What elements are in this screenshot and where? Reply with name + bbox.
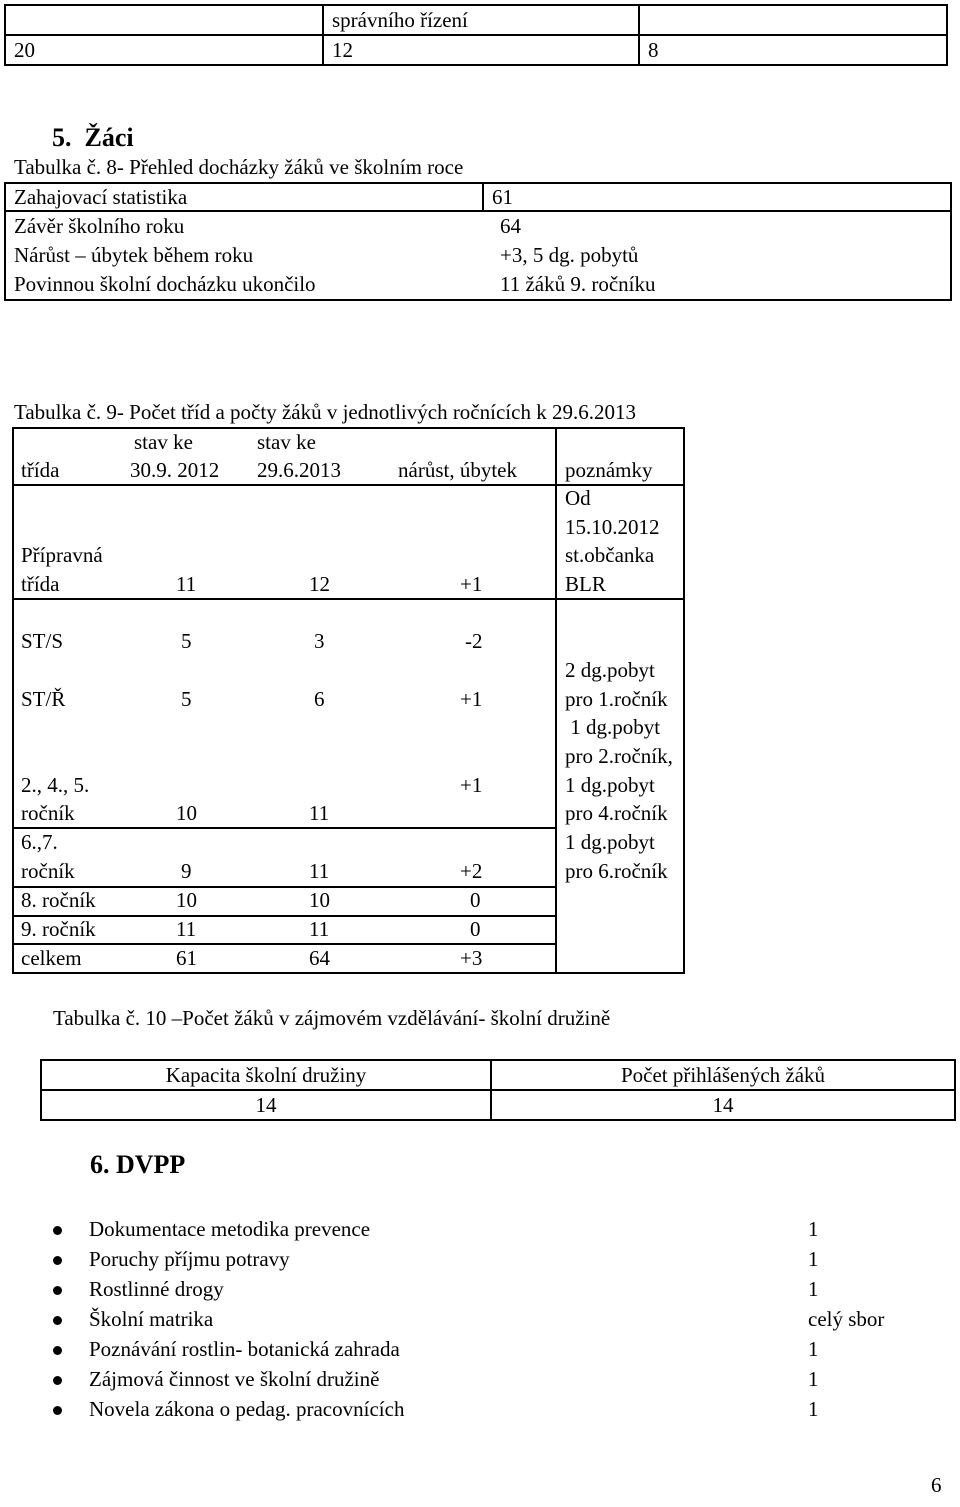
table9-note: pro 4.ročník	[565, 801, 668, 825]
table9-header-class: třída	[21, 458, 60, 482]
table9-header-state-2013-date: 29.6.2013	[257, 458, 341, 482]
table10-value-registered: 14	[491, 1090, 955, 1120]
table9-row-class: ročník	[21, 801, 75, 825]
table9-note: 1 dg.pobyt	[565, 773, 655, 797]
table9-row-class: Přípravná	[21, 543, 103, 567]
list-item	[0, 1305, 960, 1335]
list-item	[0, 1335, 960, 1365]
table9-note: 1 dg.pobyt	[565, 830, 655, 854]
table9-row-class: ročník	[21, 859, 75, 883]
list-item	[0, 1245, 960, 1275]
table9-header-state-2012-date: 30.9. 2012	[130, 458, 220, 482]
table9-cell: 11	[176, 917, 197, 941]
table10-header-capacity: Kapacita školní družiny	[41, 1060, 491, 1090]
table9-cell: 0	[470, 888, 481, 912]
table9-row-class: 6.,7.	[21, 830, 58, 854]
table10-header-registered: Počet přihlášených žáků	[491, 1060, 955, 1090]
list-item-label: Zájmová činnost ve školní družině	[89, 1367, 380, 1391]
bullet-icon	[53, 1256, 62, 1265]
table9-cell: 10	[309, 888, 330, 912]
list-item-label: Poruchy příjmu potravy	[89, 1247, 290, 1271]
table10-caption: Tabulka č. 10 –Počet žáků v zájmovém vzdělávání- školní družině	[53, 1006, 611, 1030]
list-item-count: 1	[808, 1337, 819, 1361]
top-table	[4, 4, 948, 66]
table9-cell: 10	[176, 801, 197, 825]
list-item-count: celý sbor	[808, 1307, 885, 1331]
table8	[4, 182, 952, 301]
table9-cell: 6	[314, 687, 325, 711]
top-table-cell: 20	[5, 35, 323, 65]
list-item-count: 1	[808, 1367, 819, 1391]
table9-cell: 11	[309, 917, 330, 941]
table9-cell: 3	[314, 629, 325, 653]
table9-cell: 11	[176, 572, 197, 596]
table10-value-capacity: 14	[41, 1090, 491, 1120]
table9-note: 15.10.2012	[565, 515, 660, 539]
list-item-label: Dokumentace metodika prevence	[89, 1217, 371, 1241]
table9-note: pro 6.ročník	[565, 859, 668, 883]
table9-header-state-2013: stav ke	[257, 430, 316, 454]
table9-cell: +1	[460, 572, 483, 596]
table9-cell: 64	[309, 946, 330, 970]
table8-label: Nárůst – úbytek během roku	[14, 243, 254, 267]
table8-label: Povinnou školní docházku ukončilo	[14, 272, 316, 296]
list-item-label: Rostlinné drogy	[89, 1277, 224, 1301]
table9-cell: +1	[460, 773, 483, 797]
table9-note: Od	[565, 486, 591, 510]
section-5-heading: 5. Žáci	[52, 123, 134, 152]
top-table-cell: 12	[323, 35, 639, 65]
table9-note: st.občanka	[565, 543, 655, 567]
table9-row-class: 8. ročník	[21, 888, 96, 912]
table9-row-class: ST/S	[21, 629, 64, 653]
table9-cell: -2	[465, 629, 483, 653]
table9-cell: 10	[176, 888, 197, 912]
table9-cell: 11	[309, 859, 330, 883]
table9	[12, 427, 685, 974]
bullet-icon	[53, 1406, 62, 1415]
table9-note: 1 dg.pobyt	[565, 715, 661, 739]
table8-label: Závěr školního roku	[14, 214, 185, 238]
bullet-icon	[53, 1346, 62, 1355]
table9-cell: 9	[181, 859, 192, 883]
list-item-count: 1	[808, 1277, 819, 1301]
table9-cell: 5	[181, 687, 192, 711]
table9-header-change: nárůst, úbytek	[398, 458, 517, 482]
table8-label: Zahajovací statistika	[5, 183, 483, 211]
table10	[40, 1059, 956, 1121]
table9-row-class: 2., 4., 5.	[21, 773, 90, 797]
list-item	[0, 1395, 960, 1425]
table8-caption: Tabulka č. 8- Přehled docházky žáků ve školním roce	[14, 155, 464, 179]
table9-note: BLR	[565, 572, 606, 596]
bullet-icon	[53, 1226, 62, 1235]
list-item-label: Novela zákona o pedag. pracovnících	[89, 1397, 405, 1421]
list-item-label: Školní matrika	[89, 1307, 214, 1331]
list-item-label: Poznávání rostlin- botanická zahrada	[89, 1337, 400, 1361]
table9-cell: 0	[470, 917, 481, 941]
table9-row-class: ST/Ř	[21, 687, 66, 711]
table9-cell: +2	[460, 859, 483, 883]
list-item	[0, 1365, 960, 1395]
table9-caption: Tabulka č. 9- Počet tříd a počty žáků v jednotlivých ročnících k 29.6.2013	[14, 400, 636, 424]
list-item	[0, 1215, 960, 1245]
section-6-heading: 6. DVPP	[90, 1150, 186, 1179]
table9-note: 2 dg.pobyt	[565, 658, 655, 682]
table9-cell: +1	[460, 687, 483, 711]
top-table-cell: správního řízení	[323, 5, 639, 35]
table9-header-notes: poznámky	[565, 458, 653, 482]
table8-value: 11 žáků 9. ročníku	[500, 272, 656, 296]
table9-header-state-2012: stav ke	[134, 430, 193, 454]
bullet-icon	[53, 1316, 62, 1325]
top-table-cell: 8	[639, 35, 947, 65]
list-item-count: 1	[808, 1397, 819, 1421]
bullet-icon	[53, 1376, 62, 1385]
table8-value: 64	[500, 214, 521, 238]
table9-cell: 61	[176, 946, 197, 970]
page-number: 6	[931, 1473, 942, 1497]
table9-row-class: třída	[21, 572, 60, 596]
top-table-cell	[5, 5, 323, 35]
table8-value: 61	[483, 183, 951, 211]
list-item-count: 1	[808, 1217, 819, 1241]
table9-note: pro 2.ročník,	[565, 744, 673, 768]
table9-cell: +3	[460, 946, 483, 970]
table9-cell: 5	[181, 629, 192, 653]
table9-note: pro 1.ročník	[565, 687, 668, 711]
table8-value: +3, 5 dg. pobytů	[500, 243, 639, 267]
table9-row-class: celkem	[21, 946, 82, 970]
table9-row-class: 9. ročník	[21, 917, 96, 941]
table9-cell: 11	[309, 801, 330, 825]
top-table-cell	[639, 5, 947, 35]
dvpp-list	[0, 1215, 960, 1435]
list-item	[0, 1275, 960, 1305]
table9-cell: 12	[309, 572, 330, 596]
bullet-icon	[53, 1286, 62, 1295]
list-item-count: 1	[808, 1247, 819, 1271]
